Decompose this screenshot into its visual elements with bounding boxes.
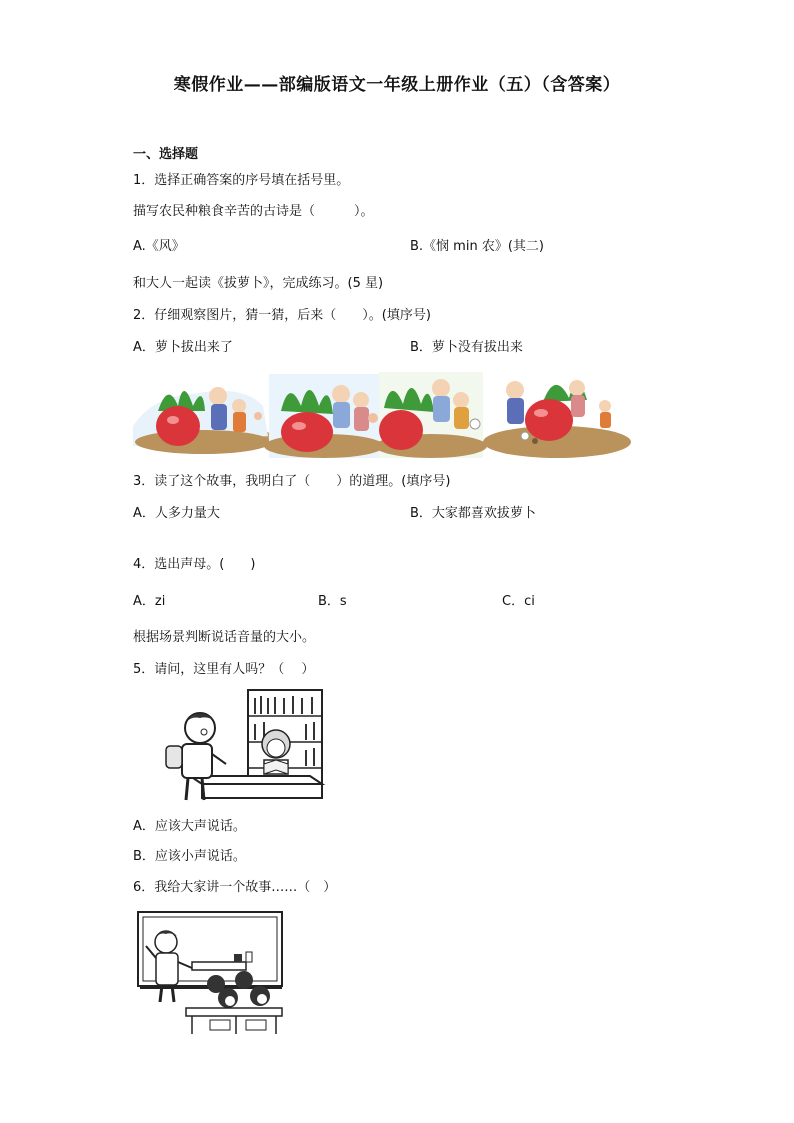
question-4-option-b: B．s — [318, 594, 347, 609]
question-6-stem: 6．我给大家讲一个故事……（ ） — [133, 880, 337, 895]
question-4-option-a: A．zi — [133, 594, 166, 609]
question-3-option-b: B．大家都喜欢拔萝卜 — [410, 506, 536, 521]
question-3-stem: 3．读了这个故事，我明白了（ ）的道理。(填序号) — [133, 474, 451, 489]
question-3-option-a: A．人多力量大 — [133, 506, 220, 521]
library-scene-illustration — [160, 688, 326, 806]
library-scene-svg — [160, 688, 326, 806]
question-2-option-b: B．萝卜没有拔出来 — [410, 340, 523, 355]
volume-intro: 根据场景判断说话音量的大小。 — [133, 630, 316, 645]
question-1-option-a: A.《风》 — [133, 239, 185, 254]
question-5-stem: 5．请问，这里有人吗？（ ） — [133, 662, 315, 677]
document-title: 寒假作业——部编版语文一年级上册作业（五）（含答案） — [173, 75, 621, 95]
story-panel-3 — [375, 372, 487, 458]
classroom-scene-illustration — [136, 910, 286, 1040]
section-heading-choice: 一、选择题 — [133, 147, 199, 162]
story-panel-4 — [483, 380, 631, 458]
question-1-option-b: B.《悯 min 农》(其二) — [410, 239, 544, 254]
story-intro: 和大人一起读《拔萝卜》，完成练习。(5 星) — [133, 276, 384, 291]
radish-story-illustration — [133, 366, 631, 458]
question-1-prompt: 描写农民种粮食辛苦的古诗是（ ）。 — [133, 204, 374, 219]
story-panel-1 — [133, 387, 273, 454]
radish-story-svg — [133, 366, 631, 458]
question-2-stem: 2．仔细观察图片，猜一猜，后来（ ）。(填序号) — [133, 308, 431, 323]
classroom-scene-svg — [136, 910, 286, 1040]
question-2-option-a: A．萝卜拔出来了 — [133, 340, 233, 355]
question-4-stem: 4．选出声母。( ) — [133, 557, 256, 572]
question-5-option-b: B．应该小声说话。 — [133, 849, 246, 864]
question-1-stem: 1．选择正确答案的序号填在括号里。 — [133, 173, 350, 188]
question-4-option-c: C．ci — [502, 594, 535, 609]
story-panel-2 — [264, 374, 384, 458]
question-5-option-a: A．应该大声说话。 — [133, 819, 246, 834]
